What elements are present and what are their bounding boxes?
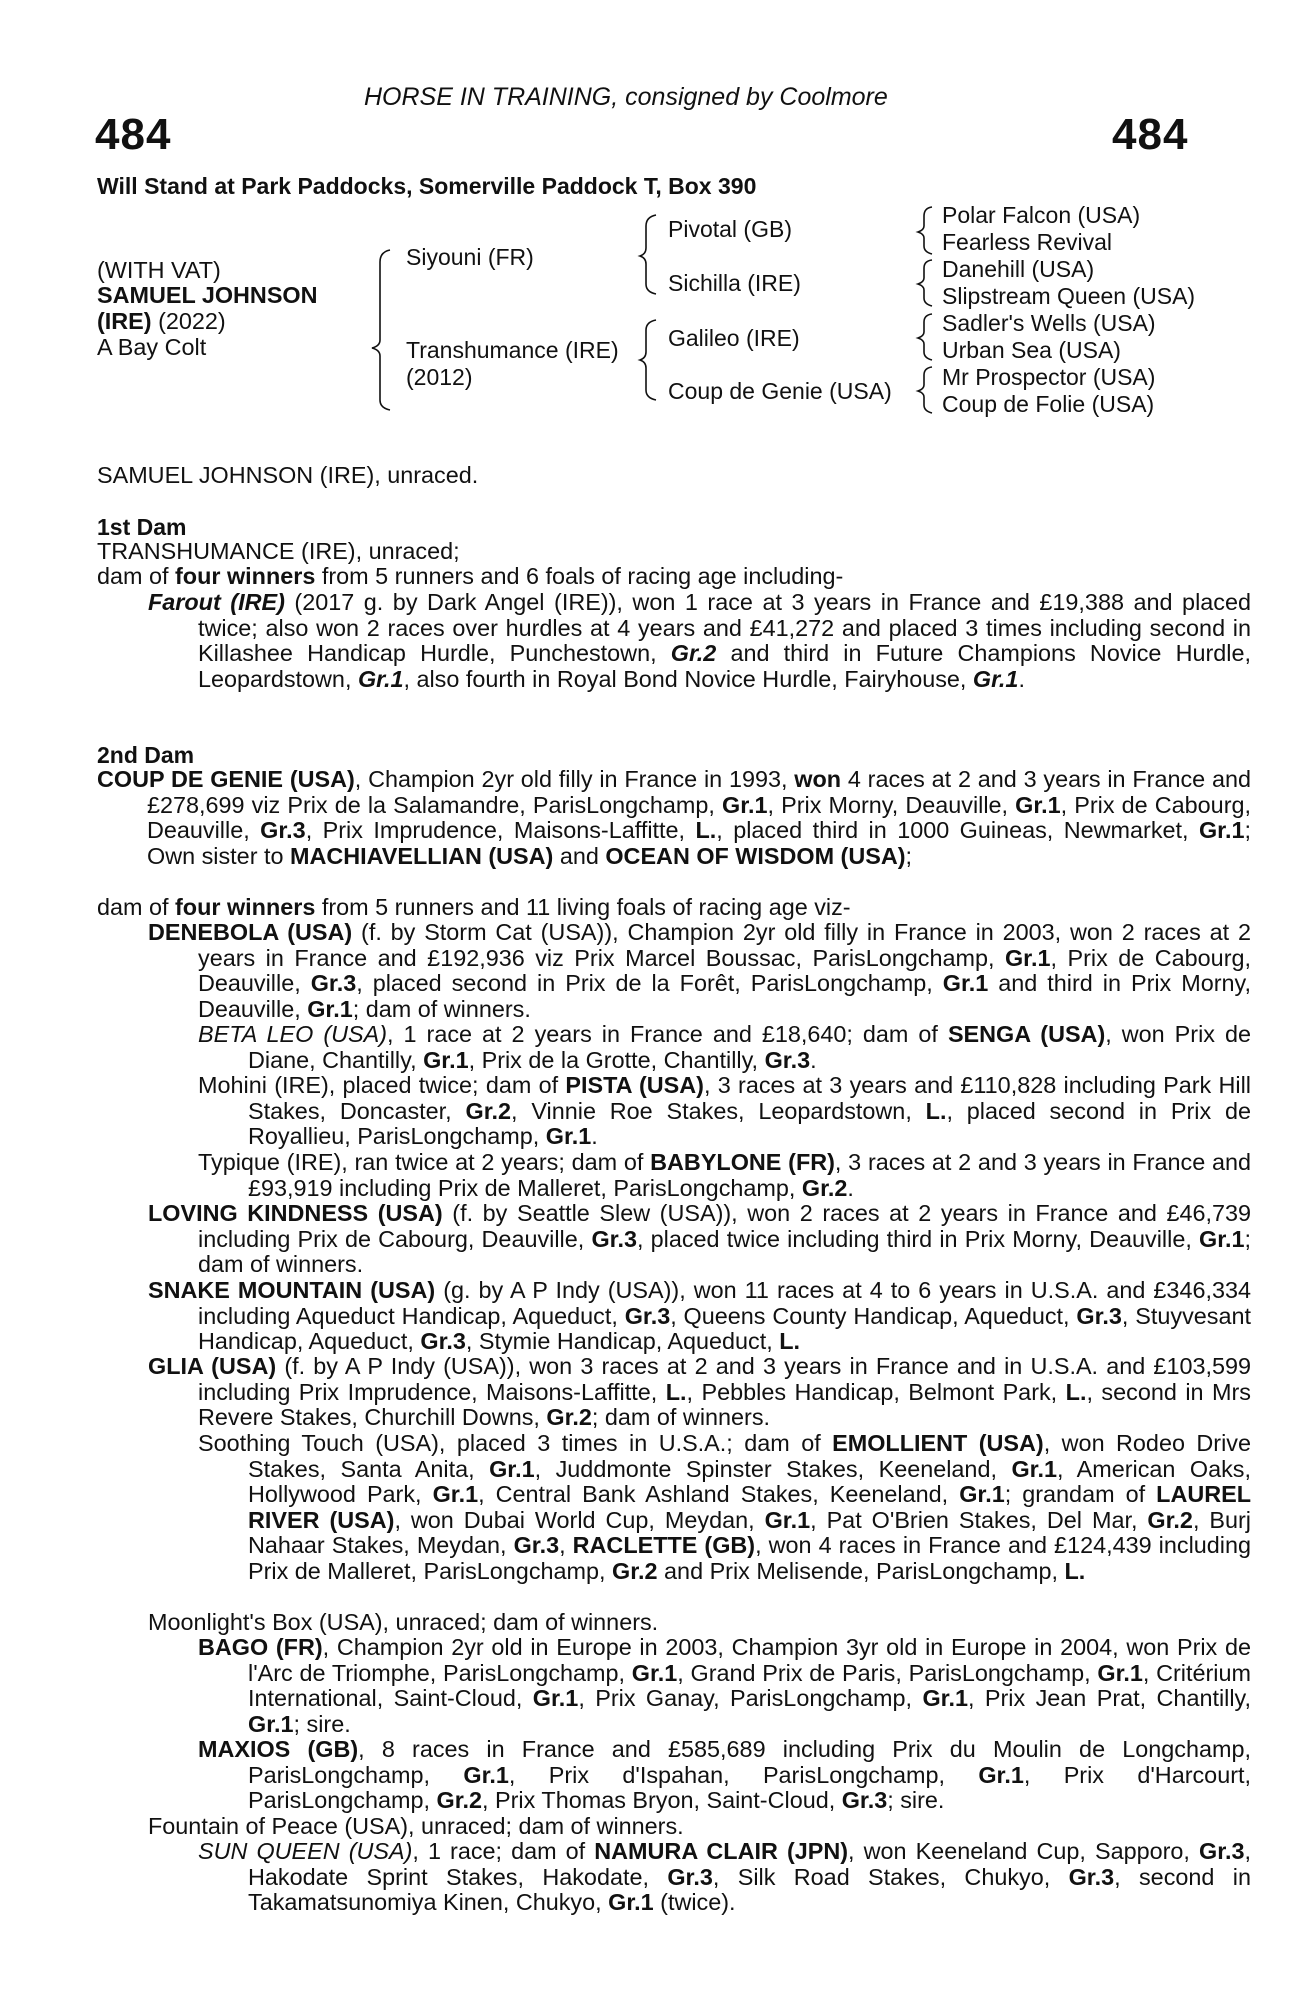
pedigree-g3-8: Coup de Folie (USA) <box>942 391 1155 417</box>
stand-location: Will Stand at Park Paddocks, Somerville Paddock T, Box 390 <box>97 173 757 199</box>
pedigree-sire-dam: Sichilla (IRE) <box>668 270 801 296</box>
bracket-gen2-sire <box>640 215 656 294</box>
denebola-entry: DENEBOLA (USA) (f. by Storm Cat (USA)), Champion 2yr old filly in France in 2003, won 2 races at 2 years in France and £192,936 viz Prix Marcel Boussac, ParisLongchamp, Gr.1, Prix de Cabourg, Deauville, Gr.3, placed second in Prix de la Forêt, ParisLongchamp, Gr.1 and third in Prix Morny, Deauville, Gr.1; dam of winners. <box>148 919 1251 1022</box>
snake-mountain-entry: SNAKE MOUNTAIN (USA) (g. by A P Indy (USA)), won 11 races at 4 to 6 years in U.S.A. and £346,334 including Aqueduct Handicap, Aqueduct, Gr.3, Queens County Handicap, Aqueduct, Gr.3, Stuyvesant Handicap, Aqueduct, Gr.3, Stymie Handicap, Aqueduct, L. <box>148 1277 1251 1354</box>
pedigree-g3-5: Sadler's Wells (USA) <box>942 310 1156 336</box>
fountain-of-peace-entry: Fountain of Peace (USA), unraced; dam of winners. <box>148 1813 684 1839</box>
pedigree-g3-7: Mr Prospector (USA) <box>942 364 1156 390</box>
pedigree-g3-3: Danehill (USA) <box>942 256 1095 282</box>
bracket-gen2-dam <box>640 320 656 400</box>
second-dam-heading: 2nd Dam <box>97 742 195 768</box>
coup-de-genie-entry: COUP DE GENIE (USA), Champion 2yr old filly in France in 1993, won 4 races at 2 and 3 years in France and £278,699 viz Prix de la Salamandre, ParisLongchamp, Gr.1, Prix Morny, Deauville, Gr.1, Prix de Cabourg, Deauville, Gr.3, Prix Imprudence, Maisons-Laffitte, L., placed third in 1000 Guineas, Newmarket, Gr.1; Own sister to MACHIAVELLIAN (USA) and OCEAN OF WISDOM (USA); <box>97 766 1251 869</box>
second-dam-produce: dam of four winners from 5 runners and 11 living foals of racing age viz- <box>97 894 851 920</box>
pedigree-dam: Transhumance (IRE) <box>406 337 619 363</box>
moonlights-box-entry: Moonlight's Box (USA), unraced; dam of winners. <box>148 1609 659 1635</box>
pedigree-sire: Siyouni (FR) <box>406 244 534 270</box>
horse-name: SAMUEL JOHNSON <box>97 282 318 308</box>
mohini-entry: Mohini (IRE), placed twice; dam of PISTA (USA), 3 races at 3 years and £110,828 including Park Hill Stakes, Doncaster, Gr.2, Vinnie Roe Stakes, Leopardstown, L., placed second in Prix de Royallieu, ParisLongchamp, Gr.1. <box>198 1072 1251 1149</box>
pedigree-g3-2: Fearless Revival <box>942 229 1112 255</box>
vat-note: (WITH VAT) <box>97 257 221 283</box>
typique-entry: Typique (IRE), ran twice at 2 years; dam of BABYLONE (FR), 3 races at 2 and 3 years in France and £93,919 including Prix de Malleret, ParisLongchamp, Gr.2. <box>198 1149 1251 1201</box>
pedigree-dam-dam: Coup de Genie (USA) <box>668 378 892 404</box>
sun-queen-entry: SUN QUEEN (USA), 1 race; dam of NAMURA CLAIR (JPN), won Keeneland Cup, Sapporo, Gr.3, Hakodate Sprint Stakes, Hakodate, Gr.3, Silk Road Stakes, Chukyo, Gr.3, second in Takamatsunomiya Kinen, Chukyo, Gr.1 (twice). <box>198 1838 1252 1915</box>
glia-entry: GLIA (USA) (f. by A P Indy (USA)), won 3 races at 2 and 3 years in France and in U.S.A. and £103,599 including Prix Imprudence, Maisons-Laffitte, L., Pebbles Handicap, Belmont Park, L., second in Mrs Revere Stakes, Churchill Downs, Gr.2; dam of winners. <box>148 1353 1251 1430</box>
pedigree-g3-1: Polar Falcon (USA) <box>942 202 1141 228</box>
bracket-gen3-3 <box>918 314 932 360</box>
horse-description: A Bay Colt <box>97 334 207 360</box>
bago-entry: BAGO (FR), Champion 2yr old in Europe in 2003, Champion 3yr old in Europe in 2004, won Prix de l'Arc de Triomphe, ParisLongchamp, Gr.1, Grand Prix de Paris, ParisLongchamp, Gr.1, Critérium International, Saint-Cloud, Gr.1, Prix Ganay, ParisLongchamp, Gr.1, Prix Jean Prat, Chantilly, Gr.1; sire. <box>198 1634 1252 1737</box>
maxios-entry: MAXIOS (GB), 8 races in France and £585,689 including Prix du Moulin de Longchamp, ParisLongchamp, Gr.1, Prix d'Ispahan, ParisLongchamp, Gr.1, Prix d'Harcourt, ParisLongchamp, Gr.2, Prix Thomas Bryon, Saint-Cloud, Gr.3; sire. <box>198 1736 1252 1813</box>
farout-entry: Farout (IRE) (2017 g. by Dark Angel (IRE)), won 1 race at 3 years in France and £19,388 and placed twice; also won 2 races over hurdles at 4 years and £41,272 and placed 3 times including second in Killashee Handicap Hurdle, Punchestown, Gr.2 and third in Future Champions Novice Hurdle, Leopardstown, Gr.1, also fourth in Royal Bond Novice Hurdle, Fairyhouse, Gr.1. <box>148 589 1251 692</box>
loving-kindness-entry: LOVING KINDNESS (USA) (f. by Seattle Slew (USA)), won 2 races at 2 years in France and £46,739 including Prix de Cabourg, Deauville, Gr.3, placed twice including third in Prix Morny, Deauville, Gr.1; dam of winners. <box>148 1200 1252 1277</box>
pedigree-g3-6: Urban Sea (USA) <box>942 337 1121 363</box>
first-dam-heading: 1st Dam <box>97 514 187 540</box>
beta-leo-entry: BETA LEO (USA), 1 race at 2 years in France and £18,640; dam of SENGA (USA), won Prix de Diane, Chantilly, Gr.1, Prix de la Grotte, Chantilly, Gr.3. <box>198 1021 1251 1073</box>
bracket-gen3-1 <box>918 207 932 254</box>
pedigree-dam-sire: Galileo (IRE) <box>668 325 800 351</box>
lot-number-left: 484 <box>95 110 172 159</box>
bracket-gen3-2 <box>918 260 932 306</box>
pedigree-g3-4: Slipstream Queen (USA) <box>942 283 1196 309</box>
bracket-gen1 <box>372 250 390 410</box>
pedigree-dam-year: (2012) <box>406 364 473 390</box>
pedigree-sire-sire: Pivotal (GB) <box>668 216 792 242</box>
horse-country-year: (IRE) (2022) <box>97 308 226 334</box>
page-header-title: HORSE IN TRAINING, consigned by Coolmore <box>364 83 888 111</box>
first-dam-name: TRANSHUMANCE (IRE), unraced; <box>97 538 460 564</box>
lot-number-right: 484 <box>1112 110 1189 159</box>
intro-line: SAMUEL JOHNSON (IRE), unraced. <box>97 462 479 488</box>
soothing-touch-entry: Soothing Touch (USA), placed 3 times in U.S.A.; dam of EMOLLIENT (USA), won Rodeo Drive Stakes, Santa Anita, Gr.1, Juddmonte Spinster Stakes, Keeneland, Gr.1, American Oaks, Hollywood Park, Gr.1, Central Bank Ashland Stakes, Keeneland, Gr.1; grandam of LAUREL RIVER (USA), won Dubai World Cup, Meydan, Gr.1, Pat O'Brien Stakes, Del Mar, Gr.2, Burj Nahaar Stakes, Meydan, Gr.3, RACLETTE (GB), won 4 races in France and £124,439 including Prix de Malleret, ParisLongchamp, Gr.2 and Prix Melisende, ParisLongchamp, L. <box>198 1430 1252 1584</box>
bracket-gen3-4 <box>918 367 932 413</box>
first-dam-produce: dam of four winners from 5 runners and 6 foals of racing age including- <box>97 563 844 589</box>
